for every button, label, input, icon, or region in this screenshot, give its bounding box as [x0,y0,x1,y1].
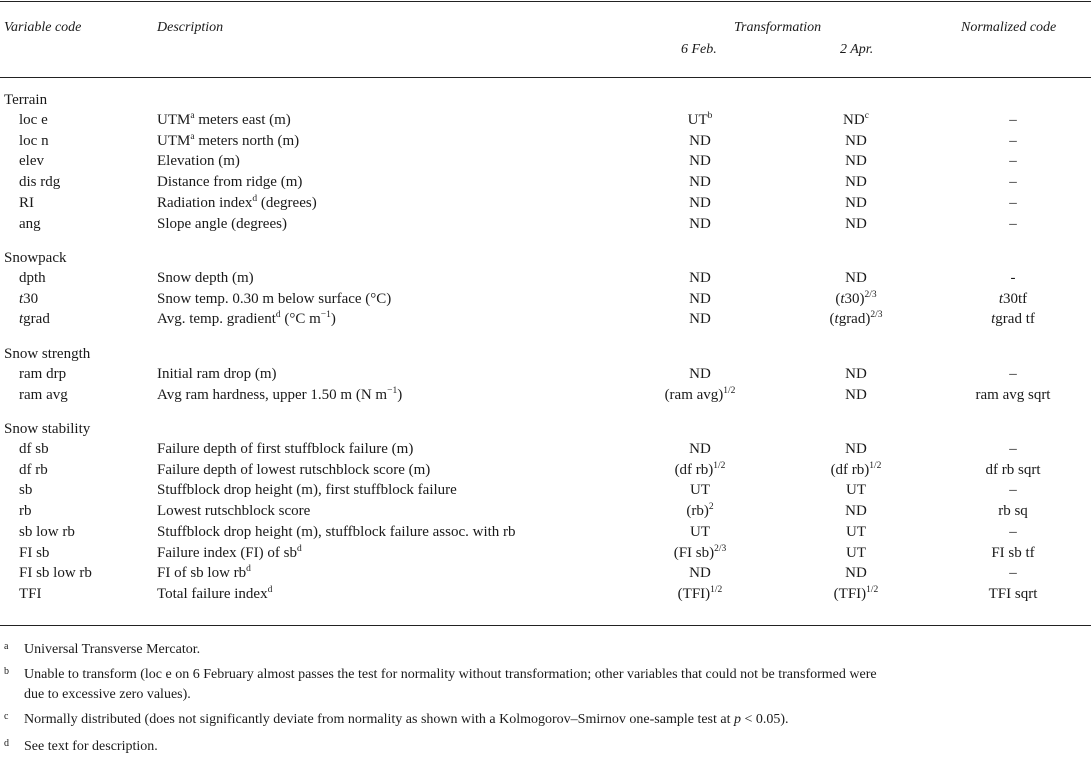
footnote-marker: d [275,310,281,320]
transformation-6feb-cell [640,194,760,212]
transformation-value: ND [689,311,711,327]
variable-code-cell [19,523,75,541]
normalized-value: rb sq [998,503,1028,520]
description-cell [157,386,402,404]
transformation-value: ND [845,565,867,582]
normalized-value: FI sb tf [991,544,1035,561]
transformation-value: ND [845,174,867,191]
code-text: elev [19,153,44,170]
footnote-text: due to excessive zero values). [24,687,191,702]
normalized-code-cell [938,215,1088,233]
description-cell [157,365,277,383]
footnote-text: Universal Transverse Mercator. [24,642,201,657]
normalized-code-cell [938,440,1088,458]
transformation-6feb-cell [640,502,760,520]
code-text: 30 [23,290,39,307]
transformation-2apr-cell [796,386,916,404]
transformation-value: ND [845,441,867,457]
description-cell [157,111,291,129]
description-text: UTM [157,112,191,128]
description-text: Total failure index [157,585,268,602]
description-text: FI of sb low rb [157,565,247,582]
normalized-code-cell [938,173,1088,191]
transformation-value: (TFI) [677,585,711,602]
footnote-marker: −1 [387,385,398,396]
transformation-exponent: 2/3 [870,310,883,320]
normalized-code-cell [938,310,1088,328]
normalized-italic-part: t [991,311,996,327]
footnote-marker: a [190,111,195,121]
transformation-value: ND [845,503,867,520]
transformation-2apr-cell [796,544,916,562]
transformation-6feb-cell [640,290,760,308]
transformation-value: ND [689,132,711,149]
transformation-value: ND [845,386,867,403]
normalized-code-cell [938,564,1088,582]
variable-code-cell [19,386,68,404]
code-text: df rb [19,461,48,478]
code-text: dpth [19,270,46,286]
description-text: Slope angle (degrees) [157,215,287,232]
variable-code-cell [19,481,32,499]
transformation-exponent: 2/3 [864,289,877,300]
transformation-6feb-cell [640,111,760,129]
transformation-value: (FI sb) [673,544,715,561]
transformation-6feb-cell [640,310,760,328]
description-text: Radiation index [157,194,253,211]
transformation-value: ND [845,194,867,211]
normalized-value: – [1009,112,1017,128]
header-normalized-code: Normalized code [961,20,1057,35]
transformation-2apr-cell [796,111,916,129]
transformation-6feb-cell [640,461,760,479]
description-text-tail: meters east (m) [194,112,291,128]
transformation-2apr-cell [796,564,916,582]
normalized-code-cell [938,502,1088,520]
transformation-2apr-cell [796,173,916,191]
footnote-text: Normally distributed (does not significantly deviate from normality as shown with a Kolmogorov–Smirnov one-sample test at p < 0.05). [24,712,789,727]
normalized-value: – [1009,153,1017,170]
table-top-rule [0,1,1091,2]
transformation-exponent: 1/2 [723,385,736,396]
transformation-exponent: 1/2 [866,584,879,595]
transformation-6feb-cell [640,481,760,499]
transformation-value: ND [689,565,711,582]
header-description: Description [157,20,224,35]
transformation-value: UT [690,523,710,540]
normalized-value: – [1009,215,1017,232]
description-text-tail: (degrees) [257,194,317,211]
transformation-6feb-cell [640,152,760,170]
normalized-value: – [1009,482,1017,499]
description-text: Distance from ridge (m) [157,174,303,191]
normalized-value: 30tf [1003,290,1028,307]
transformation-value: UT [846,482,866,499]
transformation-2apr-cell [796,132,916,150]
code-text: ang [19,215,41,232]
transformation-value: ND [689,194,711,211]
transformation-value: 30) [844,290,865,307]
code-text: RI [19,194,34,211]
transformation-value: ND [845,366,867,382]
normalized-code-cell [938,523,1088,541]
description-text-tail: meters north (m) [194,132,300,149]
footnote-mark: b [4,666,9,677]
normalized-value: ram avg sqrt [975,386,1051,403]
p-value-symbol: p [734,712,741,727]
transformation-2apr-cell [796,215,916,233]
transformation-value: ND [845,132,867,149]
normalized-value: – [1009,565,1017,582]
transformation-2apr-cell [796,365,916,383]
transformation-value: grad) [838,311,871,327]
normalized-italic-part: t [998,290,1003,307]
header-bottom-rule [0,77,1091,78]
transformation-exponent: 1/2 [713,460,726,471]
description-cell [157,544,302,562]
description-cell [157,310,336,328]
transformation-value: (df rb) [830,461,870,478]
footnote-marker: d [246,564,251,575]
description-text: Stuffblock drop height (m), stuffblock failure assoc. with rb [157,523,516,540]
transformation-value: ND [689,290,711,307]
description-text-tail: (°C m [280,311,321,327]
transformation-value: (rb) [686,503,709,520]
transformation-exponent: 1/2 [869,460,882,471]
code-italic-part: t [19,311,24,327]
transformation-value: (ram avg) [664,386,724,403]
variable-code-cell [19,461,48,479]
code-text: sb [19,482,33,499]
variable-code-cell [19,564,92,582]
variable-code-cell [19,502,32,520]
code-text: dis rdg [19,174,61,191]
normalized-code-cell [938,481,1088,499]
code-text: FI sb [19,544,50,561]
transformation-value: UT [846,523,866,540]
normalized-code-cell [938,386,1088,404]
description-cell [157,290,391,308]
transformation-exponent: c [864,111,869,121]
transformation-value: ND [689,270,711,286]
description-text: Elevation (m) [157,153,240,170]
variable-code-cell [19,290,38,308]
unit-exponent: −1 [320,310,331,320]
normalized-code-cell [938,544,1088,562]
transformation-value: ND [689,153,711,170]
transformation-6feb-cell [640,440,760,458]
transformation-value: ND [689,441,711,457]
description-text: Snow depth (m) [157,270,254,286]
transformation-italic-part: t [840,290,845,307]
normalized-value: df rb sqrt [985,461,1041,478]
footnote-mark: c [4,711,9,722]
transformation-value: ND [845,153,867,170]
variable-code-cell [19,111,48,129]
transformation-2apr-cell [796,310,916,328]
transformation-value: ND [845,215,867,232]
variable-code-cell [19,544,49,562]
transformation-value: ND [843,112,865,128]
transformation-2apr-cell [796,152,916,170]
footnote-marker: a [190,131,195,142]
transformation-exponent: 1/2 [710,584,723,595]
transformation-2apr-cell [796,461,916,479]
table-bottom-rule [0,625,1091,626]
transformation-6feb-cell [640,523,760,541]
transformation-exponent: 2 [708,502,714,513]
description-text: Avg. temp. gradient [157,311,276,327]
transformation-value: UT [846,544,866,561]
description-cell [157,194,317,212]
footnote-marker: d [252,193,258,204]
footnote-text: Unable to transform (loc e on 6 February almost passes the test for normality without transformation; other variables that could not be transformed were [24,667,877,682]
description-cell [157,152,240,170]
group-title: Terrain [4,92,48,108]
transformation-exponent: b [707,111,713,121]
footnote-text: See text for description. [24,739,158,754]
code-text: loc e [19,112,48,128]
description-cell [157,523,516,541]
transformation-value: ND [845,270,867,286]
transformation-2apr-cell [796,502,916,520]
footnote-mark: d [4,738,9,749]
transformation-2apr-cell [796,269,916,287]
description-cell [157,132,299,150]
description-text: Failure depth of first stuffblock failure (m) [157,441,414,457]
normalized-code-cell [938,152,1088,170]
normalized-code-cell [938,111,1088,129]
normalized-value: – [1009,194,1017,211]
paren: ( [829,311,835,327]
group-title: Snow strength [4,346,91,362]
description-cell [157,269,254,287]
normalized-value: – [1009,523,1017,540]
variable-code-cell [19,269,46,287]
transformation-6feb-cell [640,386,760,404]
description-cell [157,215,287,233]
normalized-code-cell [938,269,1088,287]
normalized-code-cell [938,461,1088,479]
description-cell [157,461,430,479]
transformation-6feb-cell [640,544,760,562]
header-date-6-feb: 6 Feb. [681,42,717,57]
description-text-tail: ) [397,386,403,403]
normalized-value: – [1009,441,1017,457]
transformation-6feb-cell [640,585,760,603]
variable-code-cell [19,173,60,191]
code-italic-part: t [19,290,24,307]
code-text: sb low rb [19,523,75,540]
normalized-value: grad tf [995,311,1035,327]
transformation-value: (TFI) [833,585,867,602]
description-text: Snow temp. 0.30 m below surface (°C) [157,290,392,307]
description-text: Initial ram drop (m) [157,366,277,382]
transformation-2apr-cell [796,585,916,603]
transformation-value: UT [690,482,710,499]
normalized-value: - [1010,270,1016,286]
description-cell [157,585,272,603]
normalized-code-cell [938,365,1088,383]
header-date-2-apr: 2 Apr. [840,42,874,57]
normalized-value: – [1009,366,1017,382]
code-text: FI sb low rb [19,565,92,582]
code-text: ram avg [19,386,68,403]
description-text: UTM [157,132,191,149]
variable-code-cell [19,194,34,212]
transformation-2apr-cell [796,523,916,541]
paren: ( [835,290,841,307]
description-cell [157,440,413,458]
transformation-2apr-cell [796,481,916,499]
footnote-marker: d [267,584,273,595]
code-text: loc n [19,132,49,149]
group-title: Snow stability [4,421,91,437]
normalized-value: TFI sqrt [988,585,1038,602]
normalized-value: – [1009,174,1017,191]
description-text-end: ) [330,311,336,327]
transformation-6feb-cell [640,215,760,233]
variable-code-cell [19,585,42,603]
code-text: rb [19,503,32,520]
variable-code-cell [19,152,44,170]
description-cell [157,481,457,499]
variable-code-cell [19,215,41,233]
code-text: df sb [19,441,49,457]
transformation-6feb-cell [640,365,760,383]
description-cell [157,502,310,520]
transformation-2apr-cell [796,290,916,308]
code-text: TFI [19,585,42,602]
description-cell [157,564,251,582]
group-title: Snowpack [4,250,67,266]
description-text: Avg ram hardness, upper 1.50 m (N m [157,386,388,403]
transformation-exponent: 2/3 [714,543,727,554]
transformation-2apr-cell [796,194,916,212]
normalized-code-cell [938,132,1088,150]
description-cell [157,173,302,191]
variable-code-cell [19,365,66,383]
transformation-value: (df rb) [674,461,714,478]
description-text: Lowest rutschblock score [157,503,311,520]
variable-code-cell [19,132,49,150]
transformation-value: ND [689,215,711,232]
transformation-italic-part: t [834,311,839,327]
transformation-6feb-cell [640,173,760,191]
description-text: Failure depth of lowest rutschblock score (m) [157,461,431,478]
code-text: ram drp [19,366,67,382]
footnote-mark: a [4,641,9,652]
transformation-6feb-cell [640,269,760,287]
normalized-code-cell [938,194,1088,212]
footnote-marker: d [296,543,302,554]
variable-code-cell [19,310,50,328]
transformation-value: ND [689,174,711,191]
description-text: Failure index (FI) of sb [157,544,297,561]
transformation-2apr-cell [796,440,916,458]
transformation-value: UT [687,112,708,128]
transformation-value: ND [689,366,711,382]
normalized-value: – [1009,132,1017,149]
header-transformation: Transformation [734,20,822,35]
transformation-6feb-cell [640,132,760,150]
normalized-code-cell [938,290,1088,308]
transformation-6feb-cell [640,564,760,582]
variable-code-cell [19,440,49,458]
description-text: Stuffblock drop height (m), first stuffblock failure [157,482,457,499]
normalized-code-cell [938,585,1088,603]
header-variable-code: Variable code [4,20,82,35]
code-text: grad [23,311,50,327]
